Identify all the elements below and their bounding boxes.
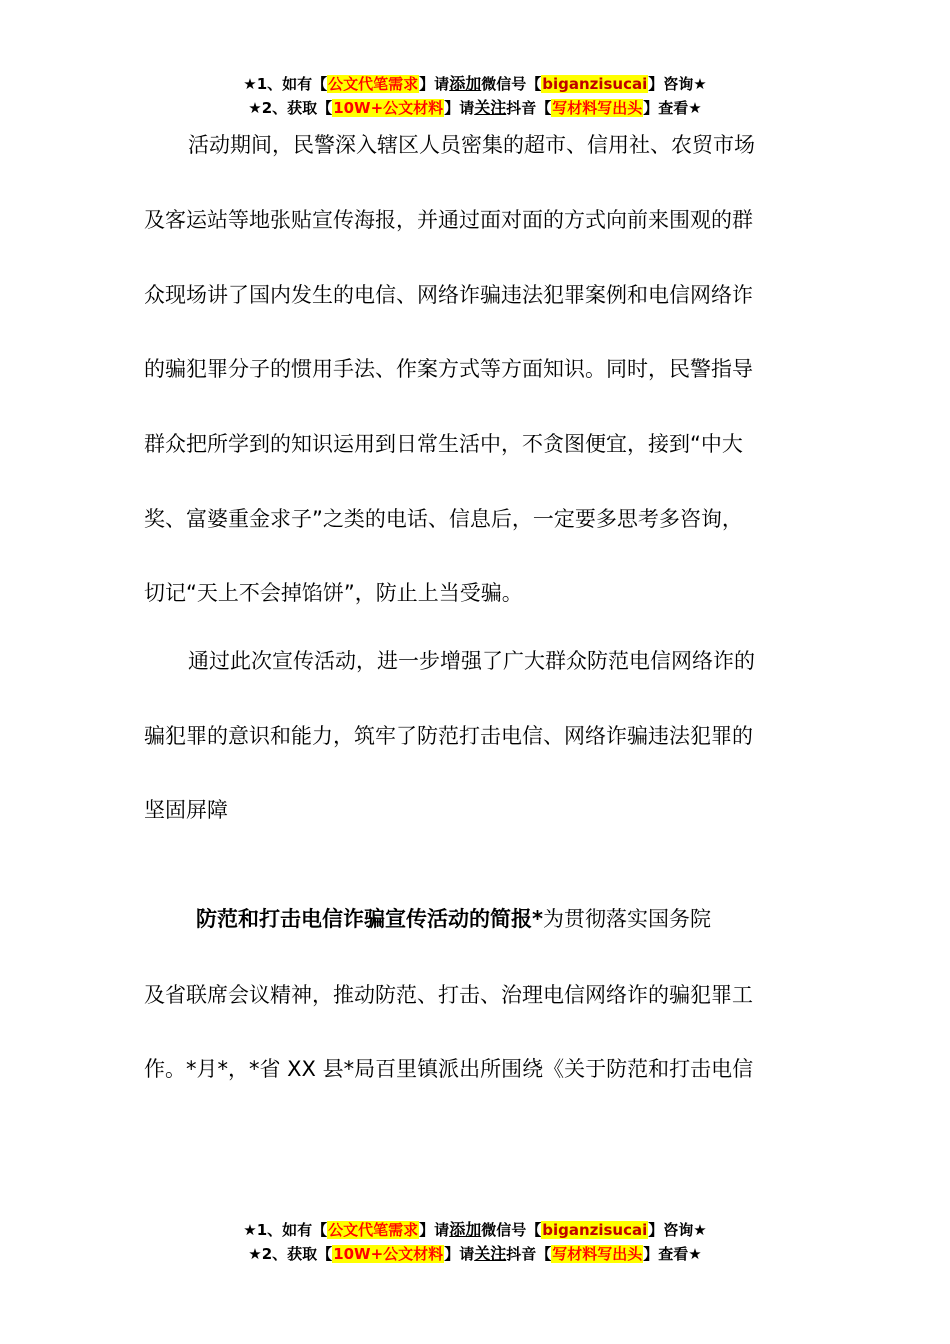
banner-text: 】请 — [419, 75, 450, 93]
banner-emphasis: 添加 — [449, 74, 482, 93]
banner-text: 】咨询★ — [648, 1221, 707, 1239]
header-banner — [0, 72, 950, 120]
banner-text: 】查看★ — [643, 1245, 702, 1263]
banner-highlight: 写材料写出头 — [552, 99, 643, 117]
footer-banner — [0, 1218, 950, 1266]
paragraph-line: 坚固屏障 — [144, 798, 228, 822]
paragraph-line: 众现场讲了国内发生的电信、网络诈骗违法犯罪案例和电信网络诈 — [144, 283, 753, 307]
paragraph-line: 群众把所学到的知识运用到日常生活中，不贪图便宜，接到“中大 — [144, 432, 743, 456]
banner-emphasis: 添加 — [449, 1220, 482, 1239]
banner-highlight: 公文代笔需求 — [328, 75, 419, 93]
banner-wechat-id: biganzisucai — [542, 1221, 648, 1239]
banner-emphasis: 关注 — [474, 1244, 507, 1263]
banner-text: 】请 — [444, 99, 475, 117]
paragraph-line: 通过此次宣传活动，进一步增强了广大群众防范电信网络诈的 — [188, 649, 755, 673]
banner-line-2 — [0, 1242, 950, 1266]
banner-text: 抖音【 — [506, 1245, 552, 1263]
paragraph-line: 奖、富婆重金求子”之类的电话、信息后，一定要多思考多咨询， — [144, 507, 743, 531]
banner-emphasis: 关注 — [474, 98, 507, 117]
paragraph-line: 活动期间，民警深入辖区人员密集的超市、信用社、农贸市场 — [188, 133, 755, 157]
banner-text: ★2、获取【 — [248, 99, 333, 117]
banner-text: ★1、如有【 — [243, 75, 328, 93]
banner-text: 微信号【 — [481, 75, 542, 93]
banner-text: 】请 — [419, 1221, 450, 1239]
banner-highlight: 公文代笔需求 — [328, 1221, 419, 1239]
section-heading-line — [196, 904, 711, 934]
banner-text: 微信号【 — [481, 1221, 542, 1239]
banner-highlight: 写材料写出头 — [552, 1245, 643, 1263]
paragraph-line: 的骗犯罪分子的惯用手法、作案方式等方面知识。同时，民警指导 — [144, 357, 753, 381]
banner-highlight: 10W+公文材料 — [333, 1245, 444, 1263]
paragraph-line: 切记“天上不会掉馅饼”，防止上当受骗。 — [144, 581, 523, 605]
banner-text: 抖音【 — [506, 99, 552, 117]
banner-text: 】查看★ — [643, 99, 702, 117]
banner-line-2 — [0, 96, 950, 120]
banner-line-1 — [0, 1218, 950, 1242]
banner-text: 】请 — [444, 1245, 475, 1263]
banner-line-1 — [0, 72, 950, 96]
paragraph-text: 为贯彻落实国务院 — [542, 907, 711, 931]
banner-text: ★2、获取【 — [248, 1245, 333, 1263]
paragraph-line: 骗犯罪的意识和能力，筑牢了防范打击电信、网络诈骗违法犯罪的 — [144, 724, 753, 748]
section-title: 防范和打击电信诈骗宣传活动的简报* — [196, 907, 543, 931]
banner-text: ★1、如有【 — [243, 1221, 328, 1239]
banner-wechat-id: biganzisucai — [542, 75, 648, 93]
paragraph-line: 作。*月*，*省 XX 县*局百里镇派出所围绕《关于防范和打击电信 — [144, 1057, 754, 1081]
banner-highlight: 10W+公文材料 — [333, 99, 444, 117]
paragraph-line: 及省联席会议精神，推动防范、打击、治理电信网络诈的骗犯罪工 — [144, 983, 753, 1007]
banner-text: 】咨询★ — [648, 75, 707, 93]
paragraph-line: 及客运站等地张贴宣传海报，并通过面对面的方式向前来围观的群 — [144, 208, 753, 232]
